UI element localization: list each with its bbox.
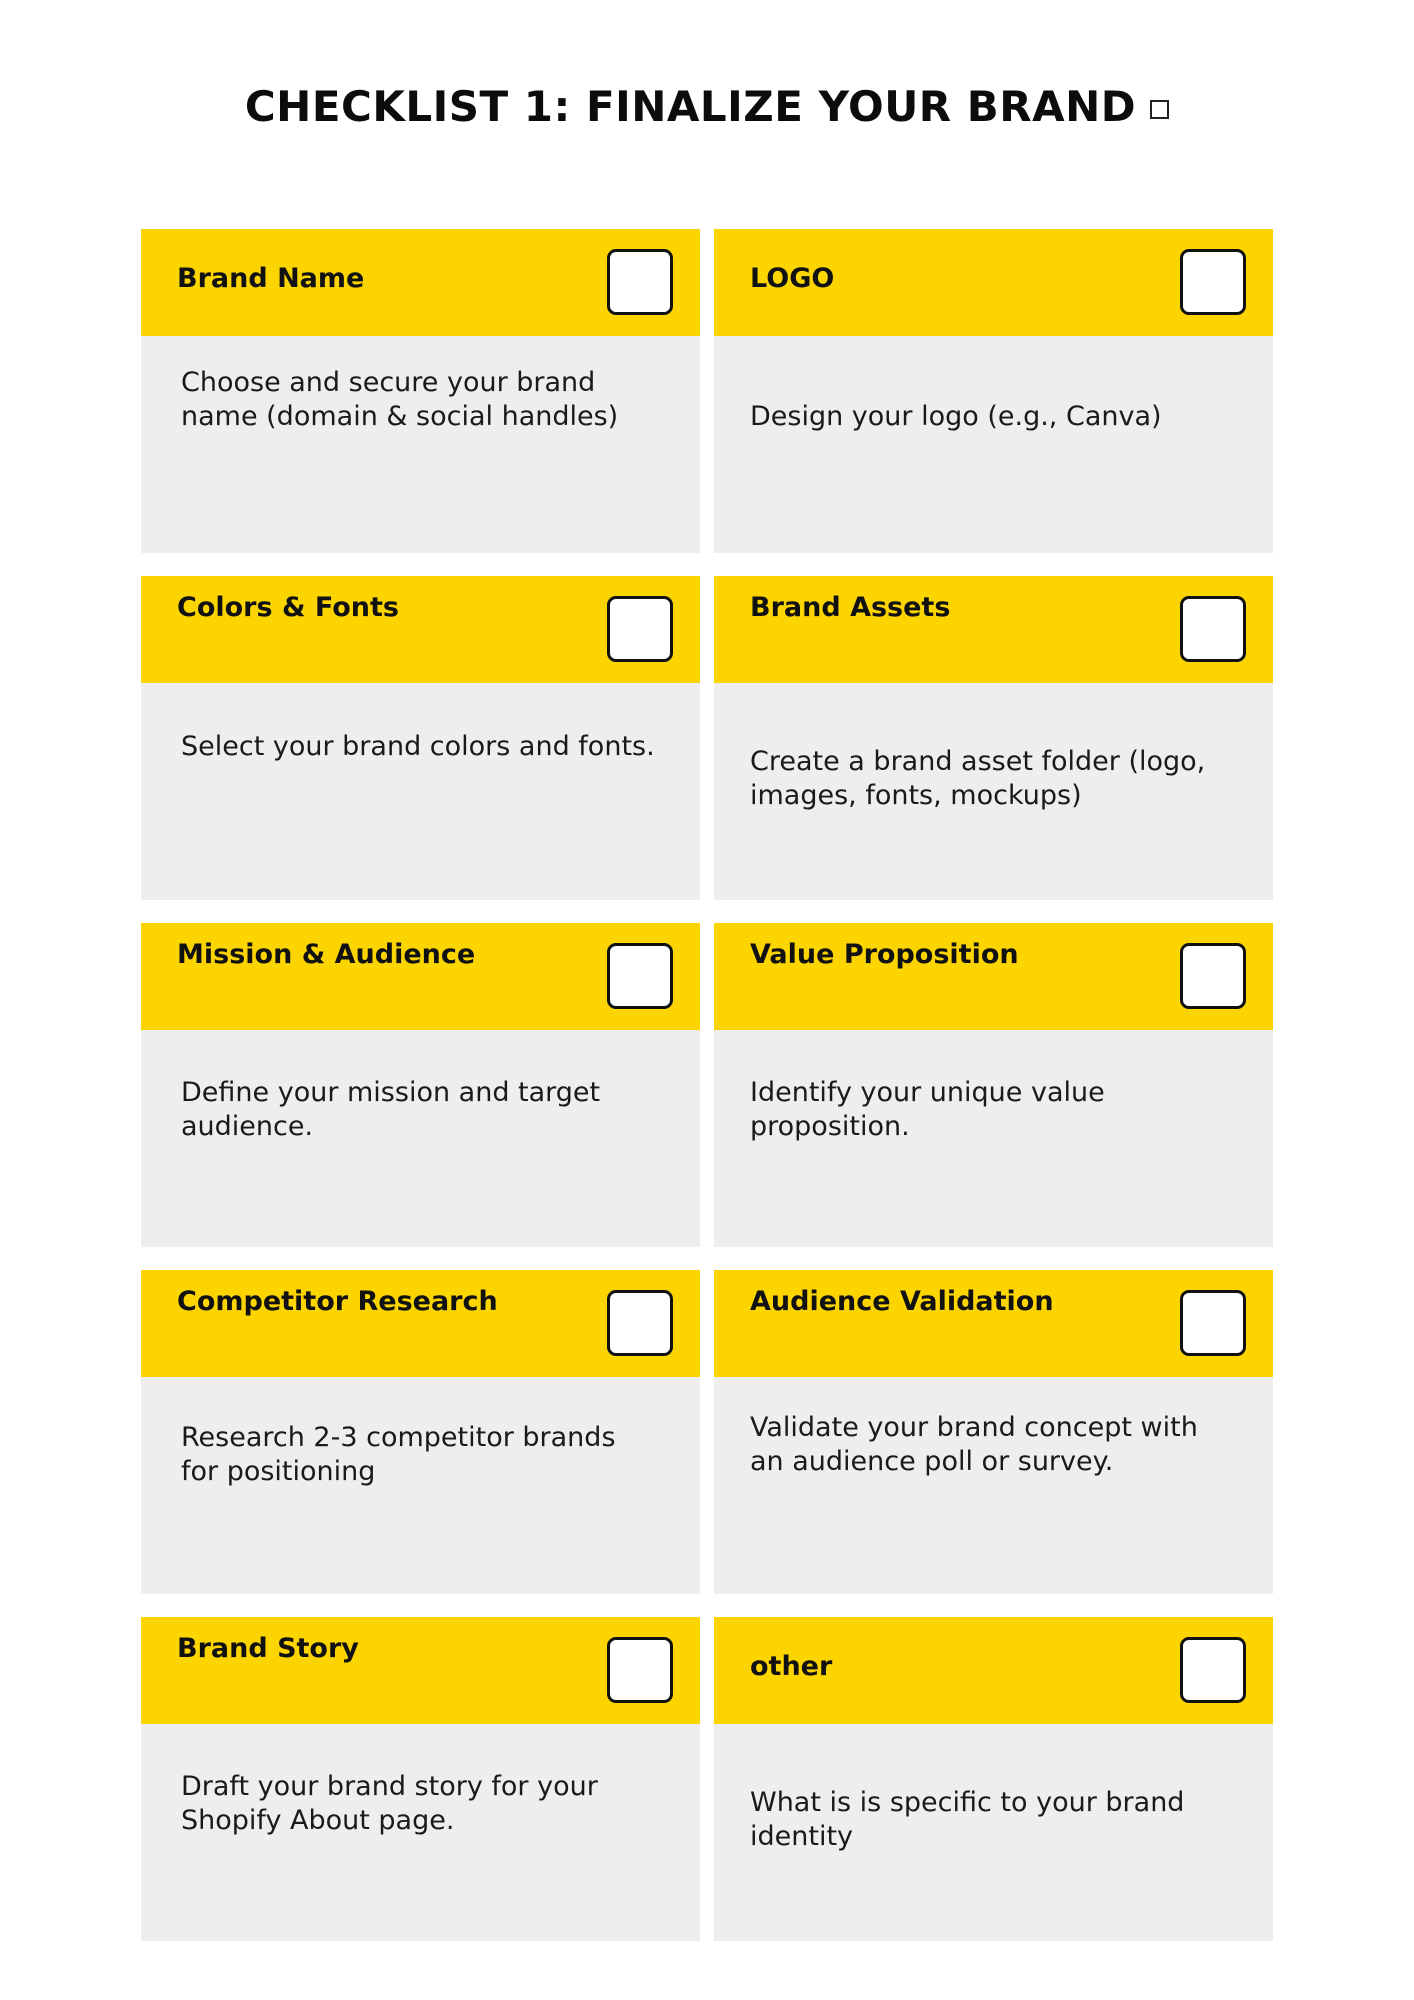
card-body [141,1030,700,1247]
card-description: Draft your brand story for your Shopify About page. [181,1771,598,1836]
card-body [141,683,700,900]
card-header [714,1617,1273,1724]
card-heading: Brand Name [177,263,365,294]
card-header [714,229,1273,336]
card-description: Design your logo (e.g., Canva) [750,401,1162,432]
card-body [141,336,700,553]
checklist-card-brand-assets [714,576,1273,900]
checklist-card-audience-validation [714,1270,1273,1594]
card-heading: Brand Assets [750,592,951,623]
card-body [141,1377,700,1594]
checklist-grid [141,229,1273,1941]
title-checkbox-icon [1150,100,1169,119]
card-body [714,336,1273,553]
card-header [714,1270,1273,1377]
card-description: Choose and secure your brand name (domain & social handles) [181,367,619,432]
card-heading: Mission & Audience [177,939,476,970]
checkbox[interactable] [607,249,673,315]
checklist-card-logo [714,229,1273,553]
card-description: Validate your brand concept with an audience poll or survey. [750,1412,1198,1477]
card-heading: LOGO [750,263,835,294]
card-description: Select your brand colors and fonts. [181,731,655,762]
checklist-card-other [714,1617,1273,1941]
card-header [141,229,700,336]
card-header [141,1270,700,1377]
card-description: Identify your unique value proposition. [750,1077,1105,1142]
checklist-card-competitor-research [141,1270,700,1594]
checkbox[interactable] [1180,1637,1246,1703]
card-description: Research 2-3 competitor brands for positioning [181,1422,616,1487]
checkbox[interactable] [607,1290,673,1356]
card-header [714,576,1273,683]
card-body [714,683,1273,900]
checkbox[interactable] [1180,596,1246,662]
card-header [141,923,700,1030]
checklist-card-value-proposition [714,923,1273,1247]
checkbox[interactable] [607,943,673,1009]
card-heading: other [750,1651,833,1682]
card-heading: Competitor Research [177,1286,498,1317]
card-header [141,576,700,683]
card-heading: Brand Story [177,1633,359,1664]
card-body [141,1724,700,1941]
checkbox[interactable] [607,596,673,662]
card-header [141,1617,700,1724]
checklist-card-mission-audience [141,923,700,1247]
checkbox[interactable] [1180,943,1246,1009]
card-header [714,923,1273,1030]
checklist-card-brand-name [141,229,700,553]
card-heading: Colors & Fonts [177,592,399,623]
card-description: Create a brand asset folder (logo, images, fonts, mockups) [750,746,1206,811]
card-body [714,1724,1273,1941]
card-heading: Value Proposition [750,939,1019,970]
checkbox[interactable] [607,1637,673,1703]
card-description: What is is specific to your brand identity [750,1787,1185,1852]
card-heading: Audience Validation [750,1286,1054,1317]
page-title-text: CHECKLIST 1: FINALIZE YOUR BRAND [244,82,1137,131]
checklist-card-brand-story [141,1617,700,1941]
checklist-card-colors-fonts [141,576,700,900]
card-body [714,1377,1273,1594]
checkbox[interactable] [1180,249,1246,315]
card-description: Define your mission and target audience. [181,1077,601,1142]
checkbox[interactable] [1180,1290,1246,1356]
page-title [0,82,1414,131]
card-body [714,1030,1273,1247]
